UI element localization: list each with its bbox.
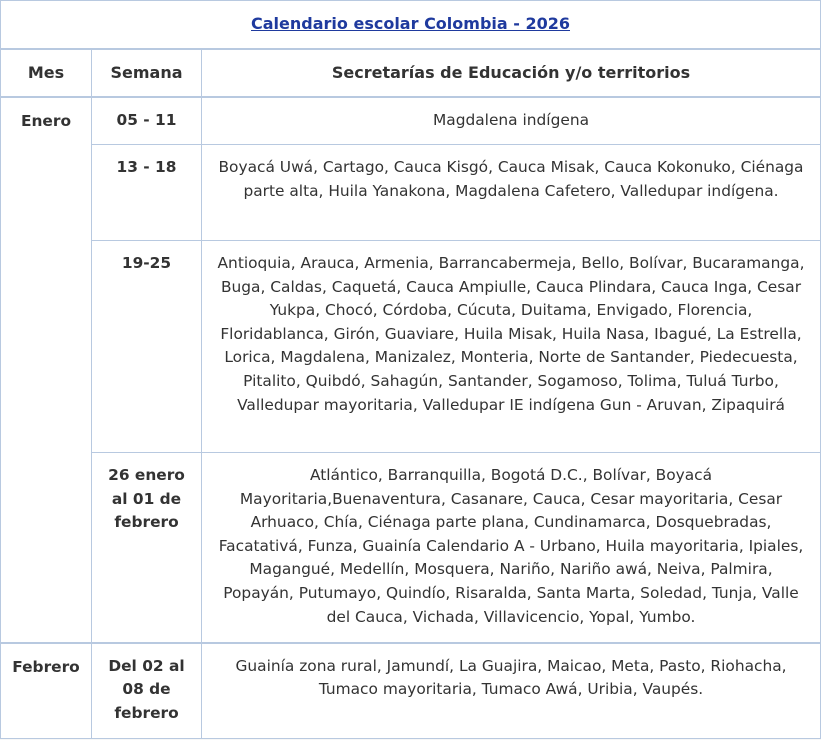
header-secretarias: Secretarías de Educación y/o territorios	[202, 49, 821, 97]
secretarias-cell: Boyacá Uwá, Cartago, Cauca Kisgó, Cauca Misak, Cauca Kokonuko, Ciénaga parte alta, Huila Yanakona, Magdalena Cafetero, Valledupar indígena.	[202, 145, 821, 241]
secretarias-cell: Magdalena indígena	[202, 97, 821, 145]
month-cell-febrero: Febrero	[1, 643, 92, 739]
table-caption	[1, 1, 821, 49]
caption-row	[1, 1, 821, 49]
secretarias-cell: Guainía zona rural, Jamundí, La Guajira, Maicao, Meta, Pasto, Riohacha, Tumaco mayoritaria, Tumaco Awá, Uribia, Vaupés.	[202, 643, 821, 739]
week-cell: 19-25	[92, 241, 202, 453]
secretarias-cell: Atlántico, Barranquilla, Bogotá D.C., Bolívar, Boyacá Mayoritaria,Buenaventura, Casanare, Cauca, Cesar mayoritaria, Cesar Arhuaco, Chía, Ciénaga parte plana, Cundinamarca, Dosquebradas, Facatativá, Funza, Guainía Calendario A - Urbano, Huila mayoritaria, Ipiales, Magangué, Medellín, Mosquera, Nariño, Nariño awá, Neiva, Palmira, Popayán, Putumayo, Quindío, Risaralda, Santa Marta, Soledad, Tunja, Valle del Cauca, Vichada, Villavicencio, Yopal, Yumbo.	[202, 453, 821, 643]
week-cell: 13 - 18	[92, 145, 202, 241]
header-semana: Semana	[92, 49, 202, 97]
month-cell-enero: Enero	[1, 97, 92, 643]
table-row	[1, 145, 821, 241]
secretarias-cell: Antioquia, Arauca, Armenia, Barrancabermeja, Bello, Bolívar, Bucaramanga, Buga, Caldas, Caquetá, Cauca Ampiulle, Cauca Plindara, Cauca Inga, Cesar Yukpa, Chocó, Córdoba, Cúcuta, Duitama, Envigado, Florencia, Floridablanca, Girón, Guaviare, Huila Misak, Huila Nasa, Ibagué, La Estrella, Lorica, Magdalena, Manizalez, Monteria, Norte de Santander, Piedecuesta, Pitalito, Quibdó, Sahagún, Santander, Sogamoso, Tolima, Tuluá Turbo, Valledupar mayoritaria, Valledupar IE indígena Gun - Aruvan, Zipaquirá	[202, 241, 821, 453]
table-row	[1, 97, 821, 145]
header-row	[1, 49, 821, 97]
table-row	[1, 453, 821, 643]
table-row	[1, 241, 821, 453]
week-cell: Del 02 al 08 de febrero	[92, 643, 202, 739]
header-mes: Mes	[1, 49, 92, 97]
table-row	[1, 643, 821, 739]
week-cell: 05 - 11	[92, 97, 202, 145]
calendar-title-link[interactable]: Calendario escolar Colombia - 2026	[251, 13, 570, 33]
week-cell: 26 enero al 01 de febrero	[92, 453, 202, 643]
